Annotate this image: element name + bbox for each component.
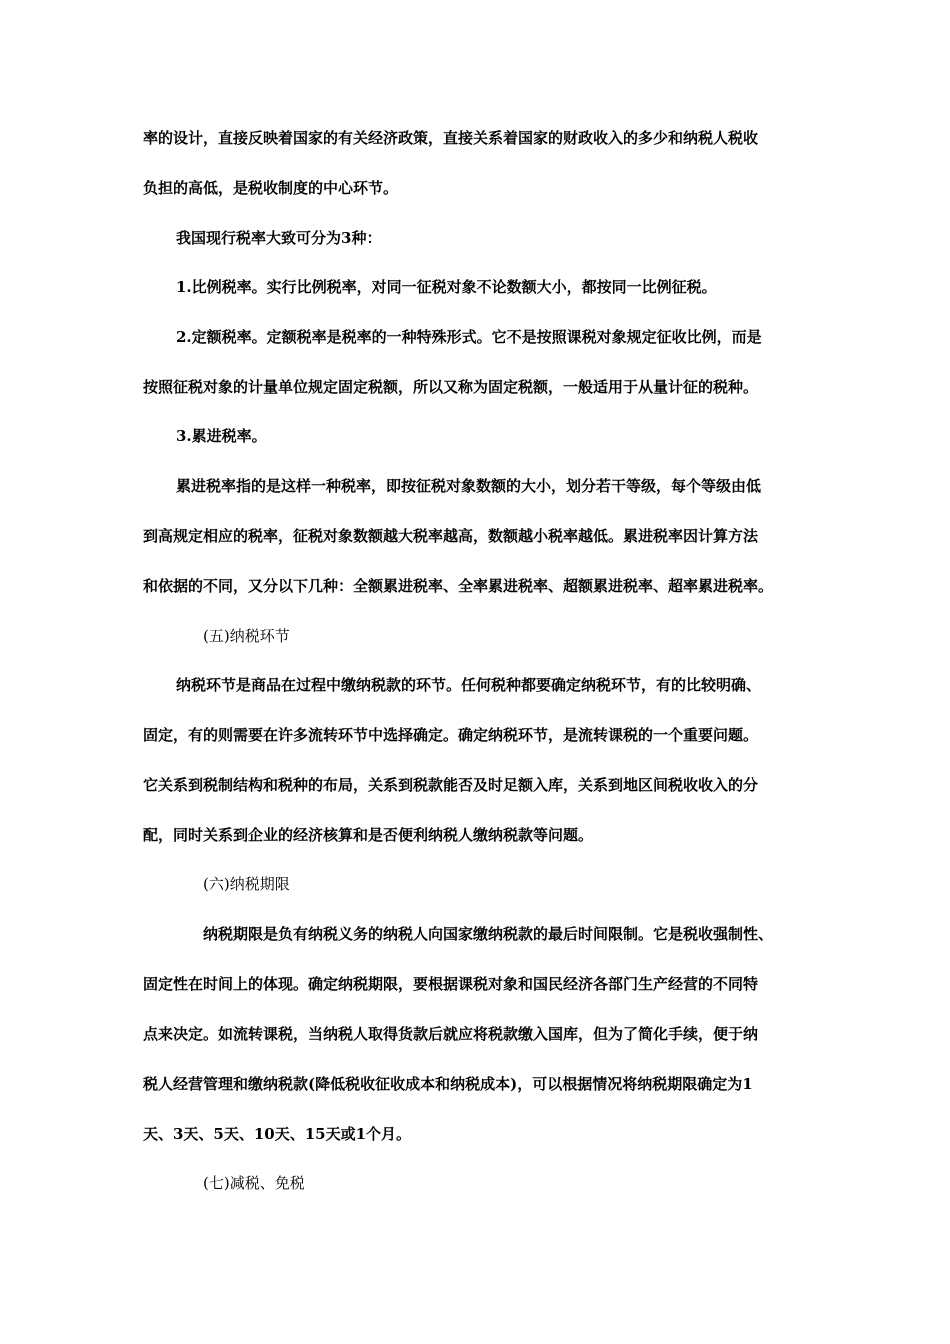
section-heading: (六)纳税期限 <box>203 875 290 893</box>
list-item-line: 3.累进税率。 <box>176 427 267 445</box>
list-item-line: 2.定额税率。定额税率是税率的一种特殊形式。它不是按照课税对象规定征收比例，而是 <box>176 328 762 346</box>
paragraph-line: 天、3天、5天、10天、15天或1个月。 <box>143 1125 412 1143</box>
paragraph-line: 率的设计，直接反映着国家的有关经济政策，直接关系着国家的财政收入的多少和纳税人税收 <box>143 129 759 147</box>
paragraph-line: 固定，有的则需要在许多流转环节中选择确定。确定纳税环节，是流转课税的一个重要问题。 <box>143 726 759 744</box>
paragraph-line: 它关系到税制结构和税种的布局，关系到税款能否及时足额入库，关系到地区间税收收入的分 <box>143 776 759 794</box>
paragraph-line: 固定性在时间上的体现。确定纳税期限，要根据课税对象和国民经济各部门生产经营的不同特 <box>143 975 759 993</box>
paragraph-line: 按照征税对象的计量单位规定固定税额，所以又称为固定税额，一般适用于从量计征的税种。 <box>143 378 759 396</box>
section-heading: (七)减税、免税 <box>203 1174 305 1192</box>
list-item-line: 1.比例税率。实行比例税率，对同一征税对象不论数额大小，都按同一比例征税。 <box>176 278 717 296</box>
paragraph-line: 负担的高低，是税收制度的中心环节。 <box>143 179 399 197</box>
paragraph-line: 点来决定。如流转课税，当纳税人取得货款后就应将税款缴入国库，但为了简化手续，便于纳 <box>143 1025 759 1043</box>
paragraph-line: 配，同时关系到企业的经济核算和是否便利纳税人缴纳税款等问题。 <box>143 826 594 844</box>
paragraph-line: 纳税环节是商品在过程中缴纳税款的环节。任何税种都要确定纳税环节，有的比较明确、 <box>176 676 762 694</box>
paragraph-line: 我国现行税率大致可分为3种： <box>176 229 382 247</box>
paragraph-line: 税人经营管理和缴纳税款(降低税收征收成本和纳税成本)，可以根据情况将纳税期限确定为1 <box>143 1075 753 1093</box>
section-heading: (五)纳税环节 <box>203 627 290 645</box>
paragraph-line: 到高规定相应的税率，征税对象数额越大税率越高，数额越小税率越低。累进税率因计算方法 <box>143 527 759 545</box>
paragraph-line: 纳税期限是负有纳税义务的纳税人向国家缴纳税款的最后时间限制。它是税收强制性、 <box>203 925 774 943</box>
paragraph-line: 和依据的不同，又分以下几种：全额累进税率、全率累进税率、超额累进税率、超率累进税率。 <box>143 577 774 595</box>
paragraph-line: 累进税率指的是这样一种税率，即按征税对象数额的大小，划分若干等级，每个等级由低 <box>176 477 762 495</box>
